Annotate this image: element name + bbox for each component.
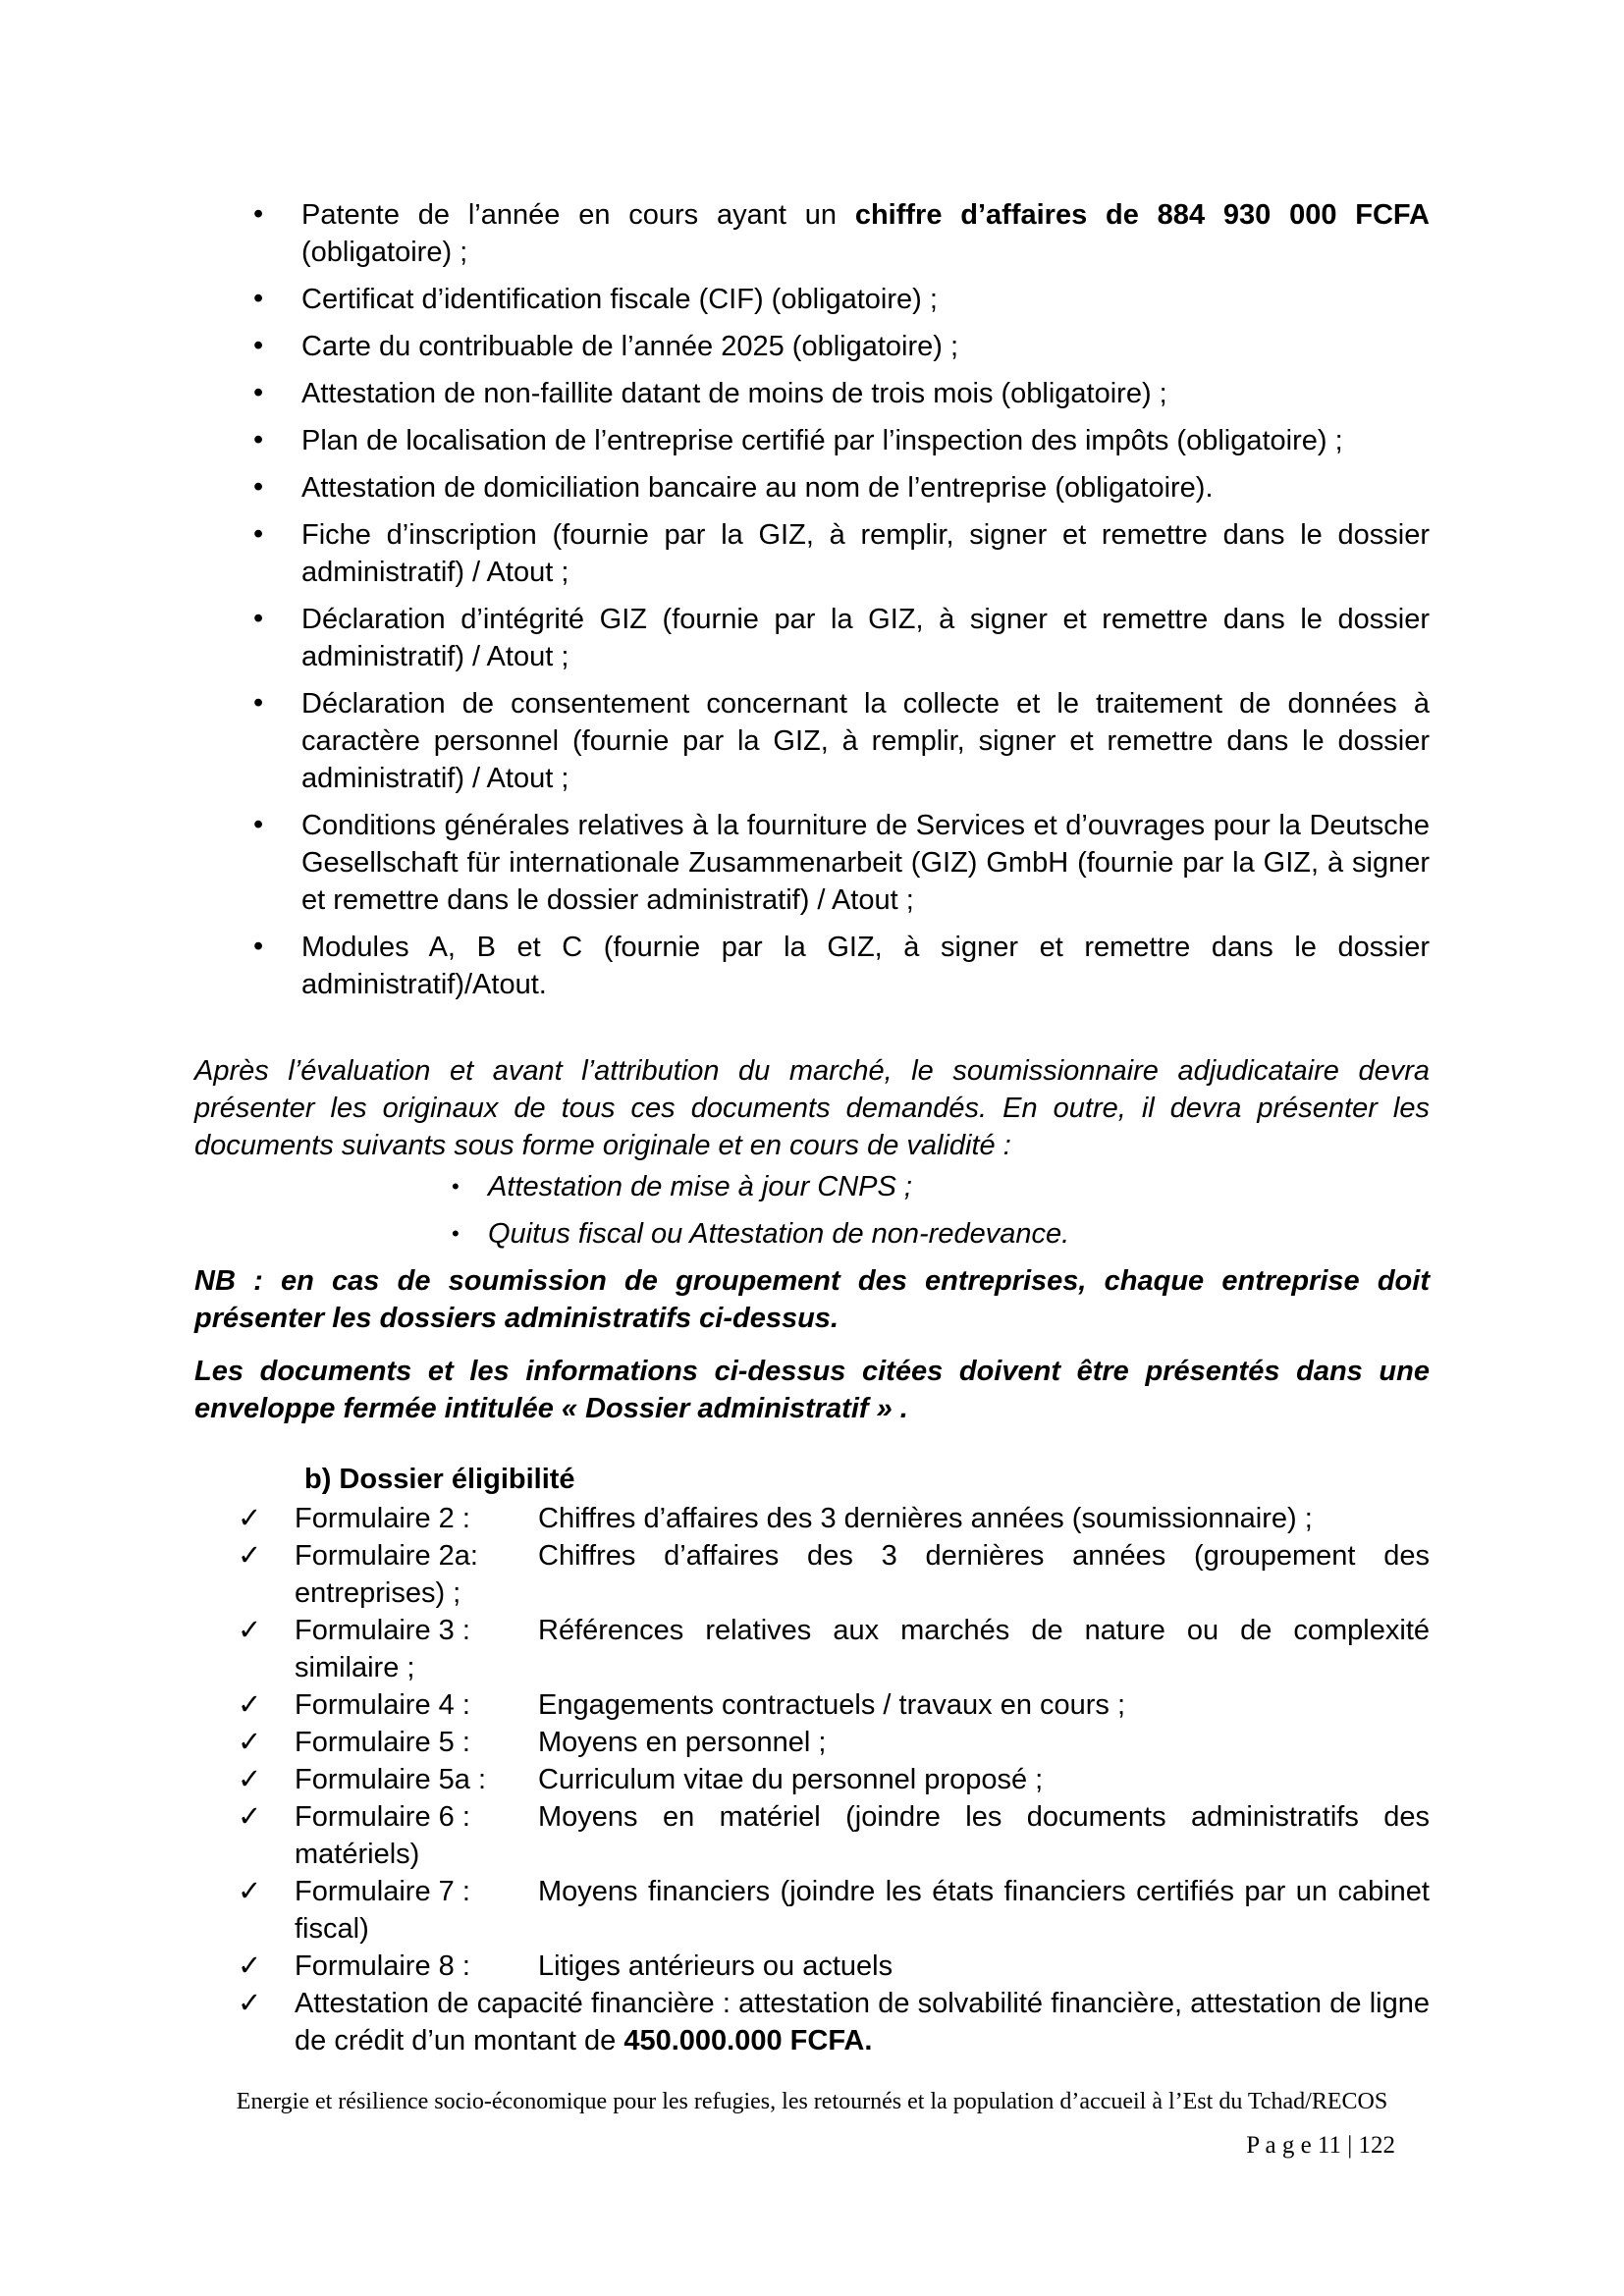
bullet-icon: •: [253, 518, 264, 550]
bullet-item: [194, 929, 1430, 1003]
check-item-text: Formulaire 4 : Engagements contractuels / travaux en cours ;: [295, 1689, 1125, 1721]
text-run: Carte du contribuable de l’année 2025 (obligatoire) ;: [301, 331, 959, 362]
bullet-item: [194, 196, 1430, 271]
check-item-text: Formulaire 6 : Moyens en matériel (joindre les documents administratifs des matériels): [295, 1801, 1430, 1870]
text-run: (obligatoire) ;: [301, 237, 468, 268]
check-item-text: Formulaire 8 : Litiges antérieurs ou actuels: [295, 1950, 893, 1982]
check-item-text: Formulaire 5 : Moyens en personnel ;: [295, 1727, 826, 1758]
bullet-item-text: [301, 425, 1343, 456]
check-item-text: [295, 1988, 1430, 2056]
bullet-icon: •: [253, 809, 264, 840]
bullet-icon: •: [253, 931, 264, 962]
check-icon: ✓: [238, 1689, 262, 1721]
sub-bullet-item-text: Attestation de mise à jour CNPS ;: [488, 1171, 912, 1202]
bullet-icon: •: [452, 1174, 460, 1199]
bullet-item: [194, 601, 1430, 675]
text-run: Certificat d’identification fiscale (CIF) (obligatoire) ;: [301, 284, 938, 315]
form-label: Formulaire 4 :: [295, 1689, 470, 1721]
check-icon: ✓: [238, 1615, 262, 1646]
check-icon: ✓: [238, 1801, 262, 1833]
text-run: Conditions générales relatives à la fourniture de Services et d’ouvrages pour la Deutsche Gesellschaft für internationale Zusammenarbeit (GIZ) GmbH (fournie par la GIZ, à signer et remettre dans le dossier administratif) / Atout ;: [301, 810, 1430, 916]
form-label: Formulaire 3 :: [295, 1615, 470, 1646]
check-item-text: Formulaire 2a: Chiffres d’affaires des 3 dernières années (groupement des entreprises) ;: [295, 1540, 1430, 1609]
bullet-item-text: [301, 519, 1430, 588]
paragraph-enveloppe: Les documents et les informations ci-dessus citées doivent être présentés dans une enveloppe fermée intitulée « Dossier administratif » .: [194, 1356, 1430, 1424]
bullet-icon: •: [452, 1221, 460, 1246]
footer-project-title: Energie et résilience socio-économique pour les refugies, les retournés et la population d’accueil à l’Est du Tchad/RECOS: [236, 2089, 1388, 2114]
text-run: Patente de l’année en cours ayant un: [301, 199, 855, 231]
bullet-icon: •: [253, 283, 264, 314]
bold-text-run: chiffre d’affaires de 884 930 000 FCFA: [854, 199, 1430, 231]
bullet-item-text: [301, 688, 1430, 794]
bullet-item: [194, 685, 1430, 797]
bullet-icon: •: [253, 377, 264, 408]
bullet-item: [194, 375, 1430, 412]
check-icon: ✓: [238, 1764, 262, 1795]
text-run: Fiche d’inscription (fournie par la GIZ, à remplir, signer et remettre dans le dossier administratif) / Atout ;: [301, 519, 1430, 588]
document-content: [194, 196, 1430, 2059]
check-item: [194, 1612, 1430, 1686]
sub-bullet-item: [194, 1215, 1430, 1253]
check-item: [194, 1500, 1430, 1537]
bullet-item-text: [301, 604, 1430, 672]
check-item: [194, 1724, 1430, 1761]
bullet-icon: •: [253, 687, 264, 719]
check-icon: ✓: [238, 1988, 262, 2019]
form-label: Formulaire 6 :: [295, 1801, 470, 1833]
bullet-item-text: [301, 331, 958, 362]
check-item-text: Formulaire 7 : Moyens financiers (joindre les états financiers certifiés par un cabinet fiscal): [295, 1876, 1430, 1945]
admin-documents-list: [194, 196, 1430, 1003]
text-run: Déclaration d’intégrité GIZ (fournie par la GIZ, à signer et remettre dans le dossier administratif) / Atout ;: [301, 604, 1430, 672]
check-item: [194, 1873, 1430, 1948]
original-documents-list: [194, 1168, 1430, 1253]
bullet-item-text: [301, 378, 1167, 409]
check-icon: ✓: [238, 1950, 262, 1982]
bullet-icon: •: [253, 198, 264, 230]
bullet-item: [194, 281, 1430, 318]
bullet-icon: •: [253, 424, 264, 455]
bullet-item: [194, 516, 1430, 591]
check-item-text: Formulaire 3 : Références relatives aux marchés de nature ou de complexité similaire ;: [295, 1615, 1430, 1683]
sub-bullet-item: [194, 1168, 1430, 1205]
check-item-text: Formulaire 2 : Chiffres d’affaires des 3 dernières années (soumissionnaire) ;: [295, 1503, 1313, 1534]
form-label: Formulaire 5 :: [295, 1727, 470, 1758]
bullet-item: [194, 422, 1430, 459]
text-run: Modules A, B et C (fournie par la GIZ, à signer et remettre dans le dossier administratif)/Atout.: [301, 932, 1430, 1000]
bullet-icon: •: [253, 471, 264, 503]
check-icon: ✓: [238, 1727, 262, 1758]
check-item-text: Formulaire 5a : Curriculum vitae du personnel proposé ;: [295, 1764, 1043, 1795]
sub-bullet-item-text: Quitus fiscal ou Attestation de non-redevance.: [488, 1218, 1070, 1250]
bullet-icon: •: [253, 603, 264, 634]
check-icon: ✓: [238, 1503, 262, 1534]
check-icon: ✓: [238, 1876, 262, 1907]
eligibility-list: [194, 1500, 1430, 2059]
check-item: [194, 1761, 1430, 1798]
page-number: P a g e 11 | 122: [1246, 2132, 1395, 2159]
bullet-item: [194, 328, 1430, 365]
text-run: Attestation de domiciliation bancaire au nom de l’entreprise (obligatoire).: [301, 472, 1214, 504]
bullet-item-text: [301, 932, 1430, 1000]
bullet-item-text: [301, 284, 938, 315]
form-label: Formulaire 2 :: [295, 1503, 470, 1534]
check-item: [194, 1537, 1430, 1612]
text-run: Attestation de capacité financière : attestation de solvabilité financière, attestation de ligne de crédit d’un montant de: [295, 1988, 1430, 2056]
bullet-item-text: [301, 199, 1430, 268]
form-label: Formulaire 7 :: [295, 1876, 470, 1907]
bullet-icon: •: [253, 330, 264, 361]
text-run: Attestation de non-faillite datant de moins de trois mois (obligatoire) ;: [301, 378, 1167, 409]
form-label: Formulaire 2a:: [295, 1540, 478, 1572]
bold-text-run: 450.000.000 FCFA.: [623, 2025, 873, 2056]
check-item: [194, 1985, 1430, 2059]
bullet-item: [194, 807, 1430, 919]
form-label: Formulaire 8 :: [295, 1950, 470, 1982]
check-icon: ✓: [238, 1540, 262, 1572]
check-item: [194, 1798, 1430, 1873]
check-item: [194, 1686, 1430, 1724]
section-heading-dossier-eligibilite: b) Dossier éligibilité: [304, 1464, 575, 1495]
check-item: [194, 1948, 1430, 1985]
paragraph-nb-groupement: NB : en cas de soumission de groupement des entreprises, chaque entreprise doit présenter les dossiers administratifs ci-dessus.: [194, 1265, 1430, 1334]
paragraph-apres-evaluation: Après l’évaluation et avant l’attribution du marché, le soumissionnaire adjudicataire devra présenter les originaux de tous ces documents demandés. En outre, il devra présenter les documents suivants sous forme originale et en cours de validité :: [194, 1055, 1430, 1161]
bullet-item: [194, 469, 1430, 507]
bullet-item-text: [301, 472, 1214, 504]
bullet-item-text: [301, 810, 1430, 916]
text-run: Plan de localisation de l’entreprise certifié par l’inspection des impôts (obligatoire) ;: [301, 425, 1343, 456]
form-label: Formulaire 5a :: [295, 1764, 487, 1795]
text-run: Déclaration de consentement concernant la collecte et le traitement de données à caractère personnel (fournie par la GIZ, à remplir, signer et remettre dans le dossier administratif) / Atout ;: [301, 688, 1430, 794]
